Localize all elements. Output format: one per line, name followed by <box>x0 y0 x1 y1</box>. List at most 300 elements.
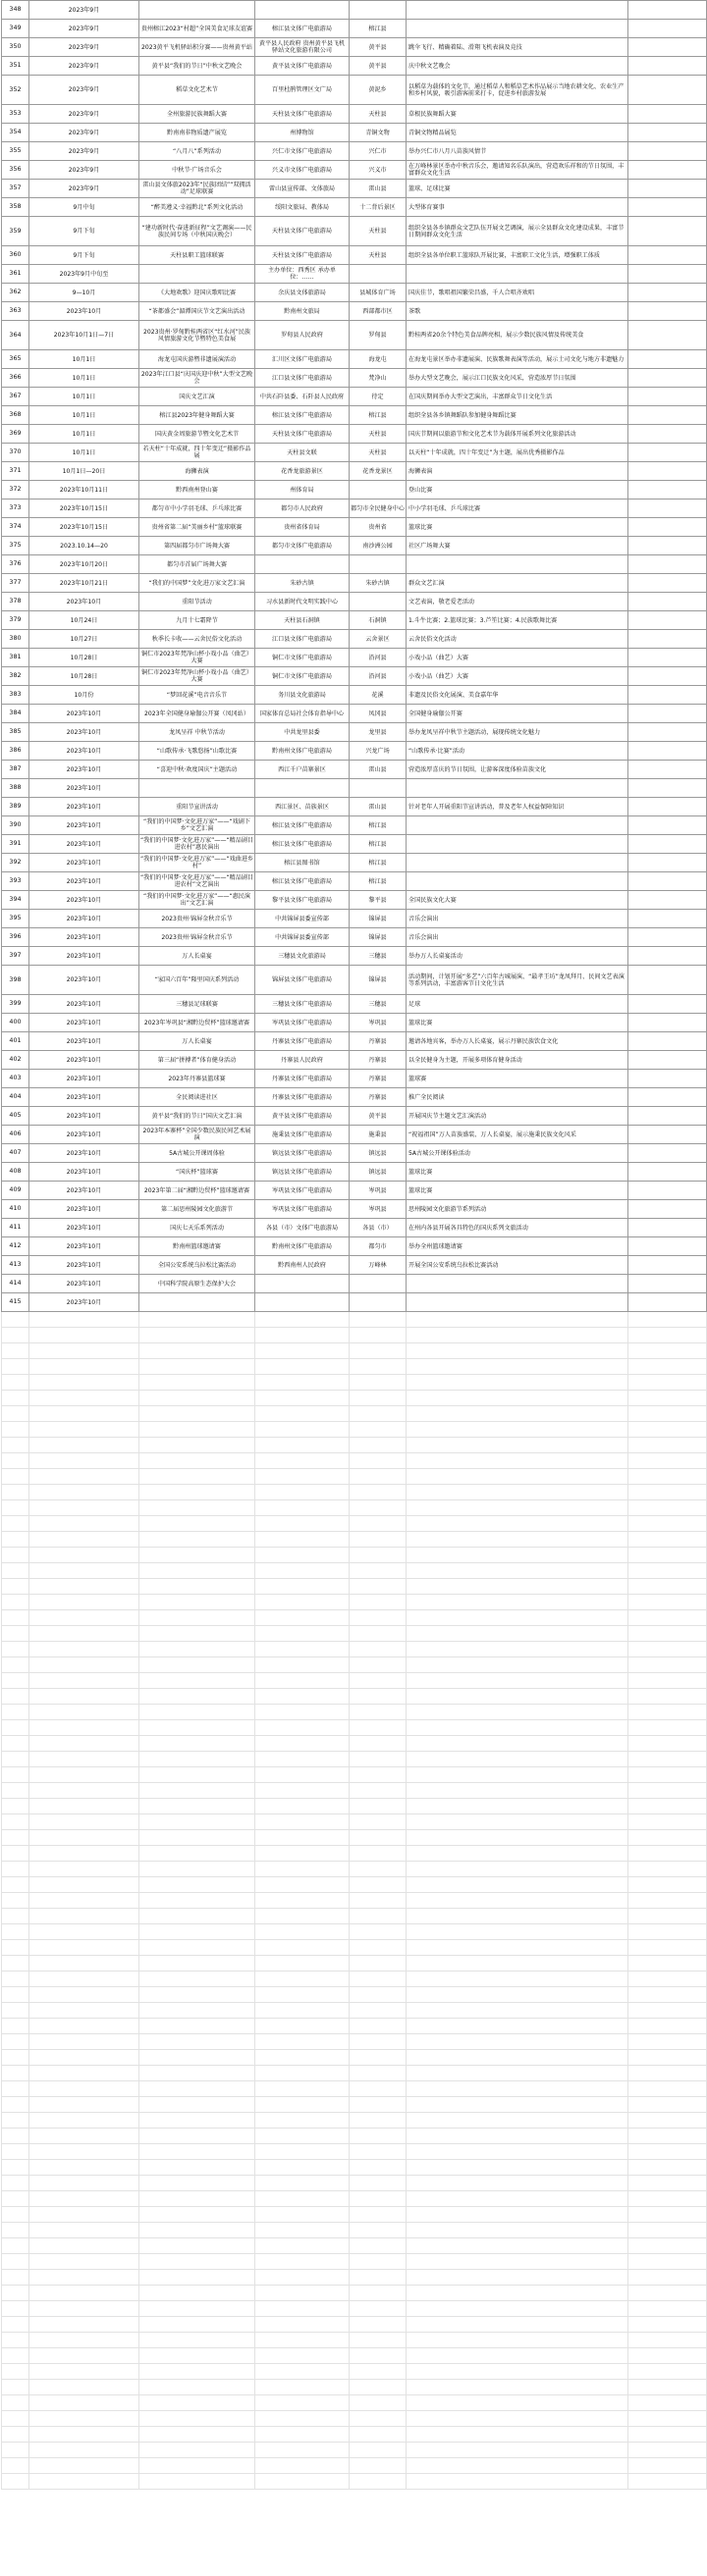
row-location: 丹寨县 <box>350 1070 407 1088</box>
empty-cell <box>350 1642 407 1657</box>
empty-cell <box>2 1548 29 1563</box>
empty-cell <box>350 2191 407 2207</box>
empty-cell <box>29 2050 139 2066</box>
empty-cell <box>628 1595 707 1610</box>
empty-cell <box>255 1626 350 1642</box>
row-time: 2023年9月 <box>29 105 139 124</box>
row-location: 锦屏县 <box>350 910 407 928</box>
empty-cell <box>628 1626 707 1642</box>
empty-cell <box>139 1595 255 1610</box>
row-spacer-cell <box>628 1107 707 1126</box>
row-detail: 营造浓厚喜庆的节日氛围，让游客深度体验苗族文化 <box>407 761 628 779</box>
empty-cell <box>29 1438 139 1453</box>
row-location: 雷山县 <box>350 798 407 816</box>
empty-cell <box>350 1956 407 1971</box>
empty-cell <box>255 1720 350 1736</box>
empty-cell <box>2 2050 29 2066</box>
row-time: 2023年9月 <box>29 180 139 198</box>
empty-cell <box>255 1657 350 1673</box>
row-location: 万峰林 <box>350 1256 407 1275</box>
empty-cell <box>2 1689 29 1705</box>
empty-cell <box>29 1485 139 1500</box>
row-detail <box>407 265 628 284</box>
row-spacer-cell <box>628 302 707 321</box>
row-organizer: 榕江县文体广电旅游局 <box>255 816 350 835</box>
row-number: 386 <box>2 742 29 761</box>
row-activity-name: “家国六百年”隆里国庆系列活动 <box>139 966 255 995</box>
empty-cell <box>255 1485 350 1500</box>
row-organizer: 兴义市文体广电旅游局 <box>255 161 350 180</box>
row-time: 2023年10月 <box>29 1070 139 1088</box>
row-organizer: 铜仁市文体广电旅游局 <box>255 649 350 667</box>
empty-cell <box>255 1343 350 1359</box>
row-detail <box>407 555 628 574</box>
empty-cell <box>350 1359 407 1375</box>
row-activity-name: 中国科学院高原生态保护大会 <box>139 1275 255 1293</box>
table-row <box>2 995 707 1014</box>
row-organizer: 国家体育总局社会体育指导中心 <box>255 705 350 723</box>
empty-cell <box>255 2270 350 2286</box>
empty-cell <box>29 2223 139 2238</box>
empty-row <box>2 2301 707 2317</box>
empty-cell <box>139 1359 255 1375</box>
row-detail: 邀请各地宾客，举办万人长桌宴，展示丹寨民族饮食文化 <box>407 1032 628 1051</box>
table-row <box>2 350 707 369</box>
row-activity-name: 2023黄平飞机驿站积分赛——贵州黄平站 <box>139 38 255 57</box>
empty-cell <box>29 1343 139 1359</box>
empty-cell <box>628 1579 707 1595</box>
row-number: 379 <box>2 611 29 630</box>
empty-cell <box>29 1720 139 1736</box>
empty-cell <box>350 2333 407 2348</box>
row-detail: 组织全县各乡镇舞蹈队参加健身舞蹈比赛 <box>407 406 628 425</box>
row-activity-name: 稻草文化艺术节 <box>139 76 255 105</box>
table-row <box>2 1051 707 1070</box>
empty-cell <box>29 1940 139 1956</box>
empty-row <box>2 1862 707 1877</box>
row-time: 2023年10月 <box>29 302 139 321</box>
empty-row <box>2 1767 707 1783</box>
row-number: 396 <box>2 928 29 947</box>
empty-cell <box>628 1359 707 1375</box>
row-detail: 针对老年人开展重阳节宣讲活动，普及老年人权益保障知识 <box>407 798 628 816</box>
table-row <box>2 161 707 180</box>
empty-cell <box>255 1846 350 1862</box>
row-time: 10月1日 <box>29 369 139 388</box>
row-activity-name: 贵州榕江2023“村超”全国美食足球友谊赛 <box>139 20 255 38</box>
empty-row <box>2 1343 707 1359</box>
row-spacer-cell <box>628 265 707 284</box>
row-activity-name: 全州旅游民族舞蹈大赛 <box>139 105 255 124</box>
row-activity-name: 贵州省第二届“美丽乡村”篮球联赛 <box>139 518 255 537</box>
empty-row <box>2 2348 707 2364</box>
empty-cell <box>139 2348 255 2364</box>
row-activity-name: 铜仁市2023年梵净山杯小戏小品（曲艺）大赛 <box>139 649 255 667</box>
row-spacer-cell <box>628 246 707 265</box>
row-spacer-cell <box>628 995 707 1014</box>
empty-cell <box>29 2129 139 2144</box>
empty-cell <box>350 2207 407 2223</box>
row-number: 399 <box>2 995 29 1014</box>
row-time: 2023年10月 <box>29 1051 139 1070</box>
empty-cell <box>350 1924 407 1940</box>
row-detail: “祝福祖国”万人苗族盛装、万人长桌宴，展示施秉民族文化风采 <box>407 1126 628 1144</box>
empty-row <box>2 2034 707 2050</box>
empty-cell <box>2 2254 29 2270</box>
table-row <box>2 124 707 142</box>
empty-cell <box>350 1328 407 1343</box>
row-detail: 篮球比赛 <box>407 1182 628 1200</box>
row-location: 岑巩县 <box>350 1200 407 1219</box>
row-location: 南沙洲公园 <box>350 537 407 555</box>
row-spacer-cell <box>628 705 707 723</box>
row-organizer: 习水县新时代文明实践中心 <box>255 593 350 611</box>
empty-cell <box>628 1924 707 1940</box>
row-spacer-cell <box>628 723 707 742</box>
table-row <box>2 966 707 995</box>
empty-cell <box>255 2034 350 2050</box>
row-time: 10月28日 <box>29 667 139 686</box>
row-spacer-cell <box>628 1070 707 1088</box>
empty-cell <box>628 2238 707 2254</box>
row-time: 10月1日 <box>29 425 139 444</box>
empty-cell <box>407 1626 628 1642</box>
row-number: 375 <box>2 537 29 555</box>
row-activity-name: “我们的中国梦·文化进万家”——“戏曲进乡村” <box>139 854 255 872</box>
row-detail: 举办全州篮球邀请赛 <box>407 1237 628 1256</box>
empty-cell <box>350 2364 407 2380</box>
empty-cell <box>407 1830 628 1846</box>
row-activity-name: 黄平县“我们的节日”国庆文艺汇演 <box>139 1107 255 1126</box>
empty-cell <box>139 1987 255 2003</box>
empty-cell <box>350 2003 407 2019</box>
empty-cell <box>407 1940 628 1956</box>
row-spacer-cell <box>628 1256 707 1275</box>
empty-cell <box>139 1657 255 1673</box>
empty-cell <box>2 1516 29 1532</box>
empty-cell <box>628 2223 707 2238</box>
row-time: 2023年10月 <box>29 761 139 779</box>
row-number: 355 <box>2 142 29 161</box>
row-organizer: 黔南州文旅局 <box>255 302 350 321</box>
row-activity-name: “醉美遵义·幸福黔北”系列文化活动 <box>139 198 255 217</box>
empty-cell <box>407 2458 628 2474</box>
row-detail: 在州内各县开展各具特色的国庆系列文旅活动 <box>407 1219 628 1237</box>
empty-cell <box>350 1830 407 1846</box>
empty-cell <box>628 1783 707 1799</box>
row-organizer: 雷山县宣传部、文体旅局 <box>255 180 350 198</box>
row-activity-name: 龙凤呈祥 中秋节活动 <box>139 723 255 742</box>
row-location <box>350 1293 407 1312</box>
row-time: 2023年10月 <box>29 1275 139 1293</box>
empty-row <box>2 2191 707 2207</box>
row-time: 2023年10月 <box>29 1293 139 1312</box>
empty-cell <box>139 2129 255 2144</box>
empty-cell <box>139 2395 255 2411</box>
empty-cell <box>350 1940 407 1956</box>
table-row <box>2 444 707 462</box>
empty-cell <box>139 1799 255 1814</box>
empty-cell <box>350 2223 407 2238</box>
row-spacer-cell <box>628 667 707 686</box>
row-location: 榕江县 <box>350 816 407 835</box>
empty-cell <box>628 2066 707 2081</box>
empty-cell <box>407 1877 628 1893</box>
table-row <box>2 555 707 574</box>
empty-row <box>2 2380 707 2395</box>
empty-cell <box>2 2238 29 2254</box>
row-organizer: 丹寨县文体广电旅游局 <box>255 1088 350 1107</box>
row-organizer: 绥阳文旅局、教体局 <box>255 198 350 217</box>
empty-cell <box>407 2034 628 2050</box>
empty-cell <box>407 1485 628 1500</box>
row-organizer: 天柱县文体广电旅游局 <box>255 105 350 124</box>
empty-cell <box>628 1956 707 1971</box>
empty-cell <box>2 1987 29 2003</box>
empty-row <box>2 1516 707 1532</box>
empty-cell <box>2 2348 29 2364</box>
row-activity-name: 第二届思州陵园文化旅游节 <box>139 1200 255 1219</box>
row-time: 2023年9月 <box>29 142 139 161</box>
row-location: 贵州省 <box>350 518 407 537</box>
empty-cell <box>628 2050 707 2066</box>
empty-cell <box>29 1987 139 2003</box>
empty-cell <box>2 2474 29 2490</box>
row-detail: 活动期间，计划开展“多艺”六百年古城展演、“最孝王坊”龙凤拜月、民间文艺表演等系列活动，丰富游客节日文化生活 <box>407 966 628 995</box>
empty-cell <box>139 1438 255 1453</box>
row-detail: 在国庆期间举办大型文艺演出，丰富群众节日文化生活 <box>407 388 628 406</box>
row-location: 天柱县 <box>350 425 407 444</box>
table-row <box>2 180 707 198</box>
empty-row <box>2 2113 707 2129</box>
empty-cell <box>407 1971 628 1987</box>
empty-cell <box>139 1736 255 1752</box>
table-row <box>2 910 707 928</box>
empty-row <box>2 1548 707 1563</box>
empty-cell <box>139 1830 255 1846</box>
row-time: 9月中旬 <box>29 198 139 217</box>
empty-cell <box>29 1626 139 1642</box>
row-activity-name: 万人长桌宴 <box>139 1032 255 1051</box>
empty-cell <box>628 1705 707 1720</box>
empty-cell <box>2 2191 29 2207</box>
table-row <box>2 481 707 499</box>
empty-cell <box>255 1705 350 1720</box>
empty-cell <box>407 2443 628 2458</box>
empty-cell <box>2 2097 29 2113</box>
row-detail: 黔桂两省20余个特色美食品牌亮相，展示少数民族风情及传统美食 <box>407 321 628 350</box>
empty-cell <box>255 1956 350 1971</box>
empty-cell <box>255 2474 350 2490</box>
table-row <box>2 1088 707 1107</box>
row-organizer: 都匀市文体广电旅游局 <box>255 537 350 555</box>
row-time: 2023年10月 <box>29 742 139 761</box>
empty-cell <box>628 2333 707 2348</box>
empty-cell <box>628 2474 707 2490</box>
empty-cell <box>139 2364 255 2380</box>
row-spacer-cell <box>628 593 707 611</box>
empty-cell <box>255 1610 350 1626</box>
row-organizer: 丹寨县文体广电旅游局 <box>255 1032 350 1051</box>
row-location <box>350 779 407 798</box>
empty-cell <box>255 1971 350 1987</box>
row-time: 2023年10月 <box>29 1126 139 1144</box>
row-location: 雷山县 <box>350 180 407 198</box>
row-time: 2023年10月 <box>29 947 139 966</box>
empty-cell <box>255 1893 350 1909</box>
row-organizer: 江口县文体广电旅游局 <box>255 369 350 388</box>
empty-cell <box>255 2411 350 2427</box>
empty-cell <box>350 1657 407 1673</box>
row-time: 10月1日 <box>29 350 139 369</box>
empty-cell <box>139 1642 255 1657</box>
row-location: 榕江县 <box>350 406 407 425</box>
empty-cell <box>139 1500 255 1516</box>
empty-cell <box>29 1610 139 1626</box>
empty-cell <box>407 1720 628 1736</box>
empty-cell <box>139 1783 255 1799</box>
table-row <box>2 76 707 105</box>
empty-row <box>2 1877 707 1893</box>
empty-cell <box>407 2191 628 2207</box>
row-activity-name: 第三届“拼搏者”体育健身活动 <box>139 1051 255 1070</box>
table-row <box>2 630 707 649</box>
empty-cell <box>29 1705 139 1720</box>
row-number: 381 <box>2 649 29 667</box>
empty-row <box>2 1485 707 1500</box>
empty-cell <box>255 1862 350 1877</box>
empty-cell <box>407 1909 628 1924</box>
empty-cell <box>350 1500 407 1516</box>
empty-cell <box>255 1406 350 1422</box>
empty-cell <box>29 1579 139 1595</box>
empty-cell <box>29 2066 139 2081</box>
table-row <box>2 217 707 246</box>
empty-cell <box>350 1767 407 1783</box>
empty-cell <box>350 1909 407 1924</box>
empty-cell <box>350 1312 407 1328</box>
empty-cell <box>29 2081 139 2097</box>
empty-cell <box>139 2333 255 2348</box>
empty-cell <box>350 1783 407 1799</box>
row-detail: 推广全民阅读 <box>407 1088 628 1107</box>
table-row <box>2 593 707 611</box>
empty-cell <box>407 1673 628 1689</box>
row-spacer-cell <box>628 444 707 462</box>
empty-cell <box>139 2144 255 2160</box>
empty-cell <box>407 2003 628 2019</box>
empty-cell <box>29 2160 139 2176</box>
empty-cell <box>29 1736 139 1752</box>
row-detail: 在海龙屯景区举办非遗展演、民族歌舞表演等活动，展示土司文化与地方非遗魅力 <box>407 350 628 369</box>
row-number: 391 <box>2 835 29 854</box>
empty-cell <box>255 1312 350 1328</box>
row-detail: 全国健身瑜伽公开赛 <box>407 705 628 723</box>
empty-cell <box>255 2207 350 2223</box>
empty-cell <box>2 2411 29 2427</box>
empty-cell <box>29 1783 139 1799</box>
empty-cell <box>2 1924 29 1940</box>
row-detail: 庆中秋文艺晚会 <box>407 57 628 76</box>
empty-cell <box>139 2254 255 2270</box>
row-location: 丹寨县 <box>350 1088 407 1107</box>
row-detail <box>407 1 628 20</box>
row-number: 358 <box>2 198 29 217</box>
row-number: 407 <box>2 1144 29 1163</box>
row-time: 2023年10月 <box>29 779 139 798</box>
empty-cell <box>350 1438 407 1453</box>
table-row <box>2 142 707 161</box>
empty-cell <box>2 2176 29 2191</box>
row-detail: 小戏小品（曲艺）大赛 <box>407 667 628 686</box>
empty-row <box>2 1312 707 1328</box>
empty-cell <box>29 1767 139 1783</box>
row-spacer-cell <box>628 891 707 910</box>
row-spacer-cell <box>628 180 707 198</box>
row-spacer-cell <box>628 1144 707 1163</box>
empty-cell <box>628 1940 707 1956</box>
row-organizer: 榕江县文体广电旅游局 <box>255 872 350 891</box>
row-location: 兴义市 <box>350 161 407 180</box>
row-number: 404 <box>2 1088 29 1107</box>
empty-cell <box>350 2066 407 2081</box>
empty-cell <box>255 2097 350 2113</box>
row-time: 9月下旬 <box>29 246 139 265</box>
empty-cell <box>628 1516 707 1532</box>
empty-cell <box>139 1312 255 1328</box>
empty-cell <box>350 2348 407 2364</box>
row-detail <box>407 854 628 872</box>
empty-cell <box>628 1610 707 1626</box>
empty-row <box>2 1736 707 1752</box>
empty-row <box>2 2238 707 2254</box>
row-detail: 1.斗牛比赛；2.篮球比赛；3.芦笙比赛；4.民族歌舞比赛 <box>407 611 628 630</box>
row-organizer: 汇川区文体广电旅游局 <box>255 350 350 369</box>
empty-cell <box>407 1814 628 1830</box>
row-number: 414 <box>2 1275 29 1293</box>
row-spacer-cell <box>628 686 707 705</box>
row-number: 352 <box>2 76 29 105</box>
row-organizer: 天柱县石洞镇 <box>255 611 350 630</box>
empty-cell <box>255 1469 350 1485</box>
row-number: 353 <box>2 105 29 124</box>
row-detail: 举办万人长桌宴活动 <box>407 947 628 966</box>
empty-cell <box>628 1406 707 1422</box>
row-number: 350 <box>2 38 29 57</box>
row-time: 2023年10月 <box>29 1200 139 1219</box>
empty-cell <box>255 2364 350 2380</box>
row-location: 沿河县 <box>350 649 407 667</box>
row-detail: 组织全县各单位职工篮球队开展比赛，丰富职工文化生活，增强职工体质 <box>407 246 628 265</box>
empty-cell <box>407 2050 628 2066</box>
row-location: 石洞镇 <box>350 611 407 630</box>
row-location: 丹寨县 <box>350 1032 407 1051</box>
row-activity-name: 重阳节活动 <box>139 593 255 611</box>
empty-cell <box>255 2301 350 2317</box>
empty-cell <box>29 1312 139 1328</box>
table-row <box>2 1126 707 1144</box>
row-number: 368 <box>2 406 29 425</box>
row-organizer: 天柱县文体广电旅游局 <box>255 246 350 265</box>
empty-row <box>2 1987 707 2003</box>
row-organizer: 黄平县文体广电旅游局 <box>255 57 350 76</box>
row-number: 372 <box>2 481 29 499</box>
empty-cell <box>407 2223 628 2238</box>
empty-cell <box>2 2081 29 2097</box>
empty-row <box>2 1532 707 1548</box>
empty-cell <box>139 1862 255 1877</box>
row-detail: 开展全国公安系统乌拉松比赛活动 <box>407 1256 628 1275</box>
